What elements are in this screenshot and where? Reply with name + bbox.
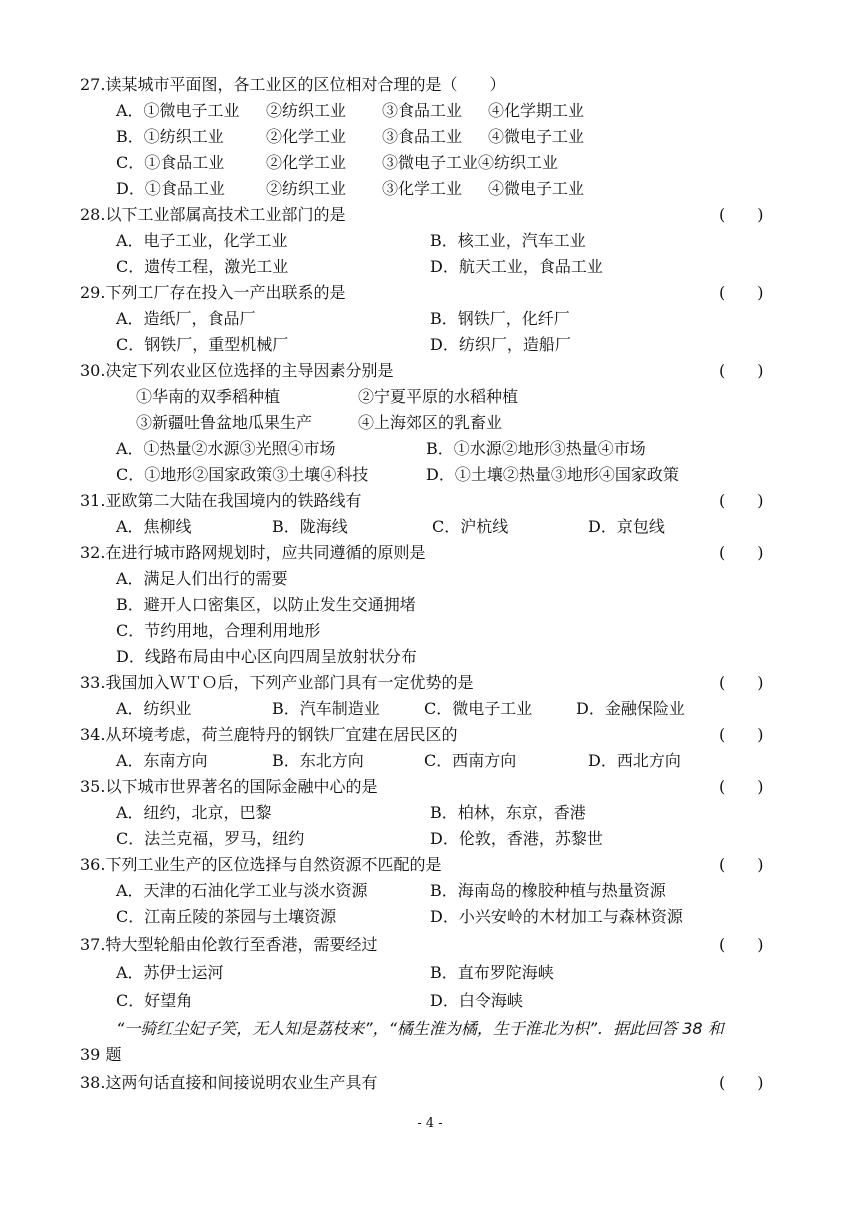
option-text: C．节约用地，合理利用地形 [116,621,321,640]
answer-blank: ( ) [719,673,764,692]
option-text: C．遗传工程，激光工业 [116,257,289,276]
option-text: B．柏林，东京，香港 [430,803,586,822]
question-number: 37. [80,935,106,954]
question-stem: 我国加入ＷＴＯ后，下列产业部门具有一定优势的是 [105,673,474,692]
answer-blank: ( ) [719,855,764,874]
option-text: D．①食品工业 [116,179,225,198]
option-text: C．法兰克福，罗马，纽约 [116,829,305,848]
question-stem: 亚欧第二大陆在我国境内的铁路线有 [105,491,362,510]
question-number: 35. [80,777,106,796]
option-text: D．线路布局由中心区向四周呈放射状分布 [116,647,417,666]
question-33 [80,670,780,696]
question-27 [80,72,780,98]
question-number: 27. [80,75,106,94]
answer-blank: ( ) [719,935,764,954]
option-text: B．核工业，汽车工业 [430,231,586,250]
question-32-option [116,644,417,670]
question-32 [80,540,780,566]
option-text: C．①食品工业 [116,153,225,172]
option-text: D．纺织厂，造船厂 [430,335,571,354]
option-text: D．小兴安岭的木材加工与森林资源 [430,907,683,926]
option-text: ④化学期工业 [488,101,585,120]
option-text: ②化学工业 [266,127,347,146]
question-36 [80,852,780,878]
passage-line-1: “一骑红尘妃子笑，无人知是荔枝来”，“橘生淮为橘，生于淮北为枳”．据此回答 38 和 [116,1019,724,1038]
option-text: ②纺织工业 [266,179,347,198]
question-number: 29. [80,283,106,302]
question-37 [80,932,780,958]
question-stem: 以下城市世界著名的国际金融中心的是 [105,777,378,796]
answer-blank: ( ) [719,491,764,510]
option-text: ④微电子工业 [488,179,585,198]
option-text: B．①纺织工业 [116,127,224,146]
option-text: A．天津的石油化学工业与淡水资源 [116,881,368,900]
question-number: 31. [80,491,106,510]
question-stem: 以下工业部属高技术工业部门的是 [105,205,346,224]
question-28 [80,202,780,228]
option-text: ④微电子工业 [488,127,585,146]
question-number: 32. [80,543,106,562]
question-number: 34. [80,725,106,744]
option-text: A．焦柳线 [116,517,192,536]
option-text: B．①水源②地形③热量④市场 [426,439,646,458]
option-text: B．东北方向 [272,751,364,770]
option-text: A．苏伊士运河 [116,963,224,982]
option-text: C．沪杭线 [432,517,509,536]
question-31 [80,488,780,514]
subitem-text: ④上海郊区的乳畜业 [358,413,503,432]
option-text: A．造纸厂，食品厂 [116,309,256,328]
subitem-text: ③新疆吐鲁盆地瓜果生产 [136,413,313,432]
question-number: 38. [80,1073,106,1092]
option-text: ③食品工业 [382,101,463,120]
option-text: C．西南方向 [424,751,517,770]
passage-line-2: 39 题 [80,1045,122,1064]
question-stem: 读某城市平面图，各工业区的区位相对合理的是（ ） [105,75,506,94]
question-stem: 下列工厂存在投入一产出联系的是 [105,283,346,302]
answer-blank: ( ) [719,1073,764,1092]
option-text: B．海南岛的橡胶种植与热量资源 [430,881,666,900]
question-35 [80,774,780,800]
option-text: C．好望角 [116,991,193,1010]
answer-blank: ( ) [719,361,764,380]
question-stem: 下列工业生产的区位选择与自然资源不匹配的是 [105,855,442,874]
option-text: B．汽车制造业 [272,699,380,718]
option-text: D．航天工业，食品工业 [430,257,603,276]
option-text: C．微电子工业 [424,699,533,718]
question-29 [80,280,780,306]
option-text: B．钢铁厂，化纤厂 [430,309,570,328]
option-text: D．①土壤②热量③地形④国家政策 [426,465,679,484]
question-number: 33. [80,673,106,692]
option-text: B．避开人口密集区，以防止发生交通拥堵 [116,595,416,614]
option-text: C．①地形②国家政策③土壤④科技 [116,465,369,484]
option-text: A．东南方向 [116,751,208,770]
option-text: D．西北方向 [588,751,681,770]
option-text: A．①热量②水源③光照④市场 [116,439,336,458]
answer-blank: ( ) [719,283,764,302]
option-text: D．金融保险业 [576,699,685,718]
question-stem: 在进行城市路网规划时，应共同遵循的原则是 [105,543,426,562]
question-32-option [116,592,416,618]
page-number: - 4 - [417,1116,443,1131]
question-34 [80,722,780,748]
option-text: D．京包线 [588,517,665,536]
answer-blank: ( ) [719,777,764,796]
option-text: ②纺织工业 [266,101,347,120]
question-stem: 从环境考虑，荷兰鹿特丹的钢铁厂宜建在居民区的 [105,725,458,744]
option-text: ③食品工业 [382,127,463,146]
question-stem: 决定下列农业区位选择的主导因素分别是 [105,361,394,380]
question-38 [80,1070,780,1096]
answer-blank: ( ) [719,543,764,562]
answer-blank: ( ) [719,725,764,744]
question-number: 36. [80,855,106,874]
answer-blank: ( ) [719,205,764,224]
option-text: A．电子工业，化学工业 [116,231,288,250]
option-text: D．白令海峡 [430,991,523,1010]
option-text: A．①微电子工业 [116,101,240,120]
question-stem: 特大型轮船由伦敦行至香港，需要经过 [105,935,378,954]
subitem-text: ②宁夏平原的水稻种植 [358,387,519,406]
question-30 [80,358,780,384]
question-number: 28. [80,205,106,224]
option-text: B．陇海线 [272,517,348,536]
option-text: A．纽约，北京，巴黎 [116,803,272,822]
option-text: C．江南丘陵的茶园与土壤资源 [116,907,337,926]
option-text: A．满足人们出行的需要 [116,569,288,588]
option-text: B．直布罗陀海峡 [430,963,554,982]
option-text: C．钢铁厂，重型机械厂 [116,335,289,354]
question-number: 30. [80,361,106,380]
subitem-text: ①华南的双季稻种植 [136,387,281,406]
question-32-option [116,566,288,592]
option-text: ③微电子工业④纺织工业 [382,153,559,172]
option-text: D．伦敦，香港，苏黎世 [430,829,603,848]
question-stem: 这两句话直接和间接说明农业生产具有 [105,1073,378,1092]
option-text: ②化学工业 [266,153,347,172]
question-32-option [116,618,320,644]
option-text: ③化学工业 [382,179,463,198]
option-text: A．纺织业 [116,699,192,718]
